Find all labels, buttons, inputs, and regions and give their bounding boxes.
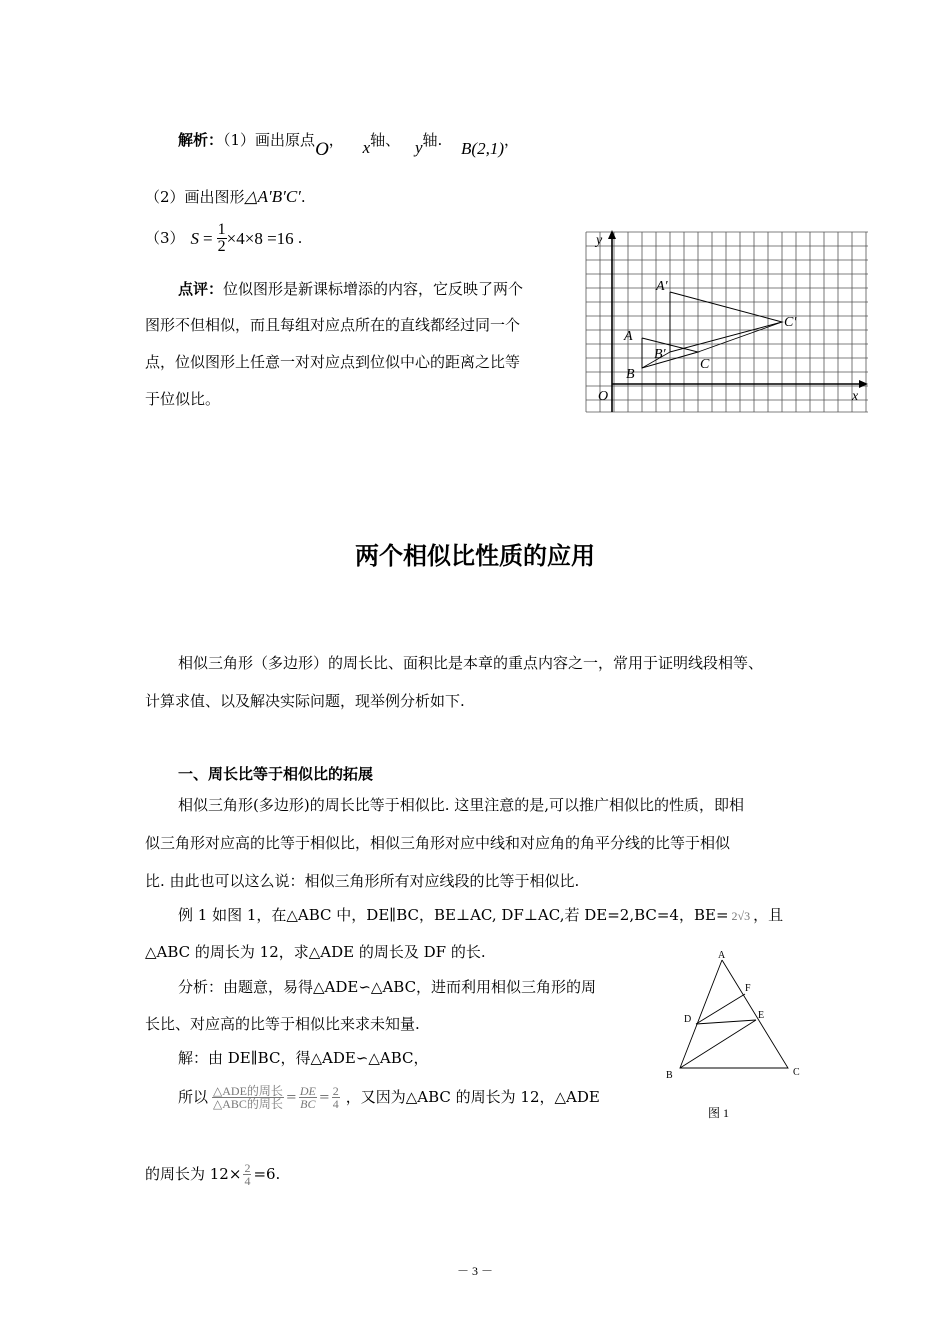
x-label: x	[852, 389, 859, 404]
period: .	[297, 229, 303, 247]
intro-line-1: 相似三角形（多边形）的周长比、面积比是本章的重点内容之一，常用于证明线段相等、	[178, 654, 764, 672]
step1-prefix: （1）画出原点	[223, 131, 316, 149]
comment-line-4: 于位似比。	[145, 390, 221, 408]
y-axis-text: 轴.	[422, 131, 443, 149]
label-b: B	[626, 367, 635, 382]
comma: ，	[328, 131, 344, 149]
two-fourths-fraction	[243, 1162, 251, 1187]
label-b-prime: B′	[654, 347, 666, 362]
comment-line-1	[178, 282, 523, 297]
area-expression: ×4×8 =16	[226, 229, 294, 248]
solution-text: 的周长为 12×	[145, 1165, 242, 1183]
label-a: A	[624, 329, 633, 344]
fraction-numerator: DE	[299, 1084, 316, 1098]
example1-text: 例 1 如图 1，在△ABC 中，DE∥BC，BE⊥AC, DF⊥AC,若 DE=2,BC=4，BE=	[178, 906, 729, 924]
label-c: C	[700, 357, 710, 372]
perimeter-ratio-fraction	[212, 1085, 284, 1110]
origin-symbol: O	[315, 139, 329, 160]
triangle-prime: △A′B′C′	[244, 187, 301, 206]
solution-tail: ，又因为△ABC 的周长为 12，△ADE	[345, 1088, 600, 1106]
analysis-line-3	[145, 222, 302, 255]
equals: =	[318, 1090, 330, 1105]
intro-line-2: 计算求值、以及解决实际问题，现举例分析如下.	[145, 692, 465, 710]
analysis-line-1	[178, 130, 520, 160]
label-b: B	[666, 1070, 673, 1078]
solution-result: =6.	[253, 1165, 281, 1183]
area-symbol: S	[190, 229, 200, 248]
point-b: B(2,1)	[461, 139, 505, 158]
fraction-numerator: 1	[217, 221, 226, 238]
coordinate-grid-figure	[584, 228, 870, 414]
period: .	[300, 188, 306, 206]
segment-de	[696, 1020, 756, 1024]
triangle-figure-1	[660, 948, 810, 1078]
section-title: 两个相似比性质的应用	[355, 542, 595, 570]
de-bc-fraction	[299, 1085, 317, 1110]
heading-perimeter-ratio: 一、周长比等于相似比的拓展	[178, 765, 374, 783]
example1-text-end: ，且	[753, 906, 784, 924]
label-d: D	[684, 1014, 692, 1025]
y-label: y	[596, 233, 603, 248]
two-fourths-fraction	[332, 1085, 340, 1110]
x-axis-arrow-icon	[859, 380, 868, 388]
segment-be	[680, 1020, 756, 1068]
origin-label: O	[598, 389, 609, 404]
label-c: C	[793, 1067, 800, 1078]
be-value: 2√3	[731, 909, 751, 923]
analysis-label: 解析：	[178, 131, 224, 149]
fraction-denominator: △ABC的周长	[213, 1097, 283, 1111]
comment-line-2: 图形不但相似，而且每组对应点所在的直线都经过同一个	[145, 316, 521, 334]
step3-prefix: （3）	[145, 229, 185, 247]
solution-line-3	[145, 1162, 280, 1187]
fraction-numerator: 2	[244, 1161, 251, 1175]
fraction-denominator: 2	[217, 238, 226, 255]
fraction-denominator: 4	[244, 1174, 251, 1188]
solution-line-1: 解：由 DE∥BC，得△ADE∽△ABC，	[178, 1049, 429, 1067]
fraction-denominator: BC	[300, 1097, 316, 1111]
so-text: 所以	[178, 1088, 209, 1106]
fraction-denominator: 4	[332, 1097, 339, 1111]
fraction-numerator: 2	[332, 1084, 339, 1098]
analysis2-line-2: 长比、对应高的比等于相似比来求未知量.	[145, 1015, 420, 1033]
equals: =	[203, 229, 213, 248]
para1-line-2: 似三角形对应高的比等于相似比，相似三角形对应中线和对应角的角平分线的比等于相似	[145, 834, 731, 852]
para1-line-3: 比. 由此也可以这么说：相似三角形所有对应线段的比等于相似比.	[145, 872, 580, 890]
label-f: F	[745, 983, 751, 994]
comma: ，	[504, 131, 520, 149]
example1-line-2: △ABC 的周长为 12，求△ADE 的周长及 DF 的长.	[145, 943, 486, 961]
figure-caption: 图 1	[708, 1106, 730, 1120]
x-symbol: x	[362, 138, 371, 157]
label-a: A	[718, 950, 726, 961]
analysis2-line-1: 分析：由题意，易得△ADE∽△ABC，进而利用相似三角形的周	[178, 978, 597, 996]
triangle-abc	[680, 960, 788, 1068]
label-e: E	[758, 1010, 765, 1021]
label-c-prime: C′	[784, 315, 797, 330]
analysis-line-2	[145, 188, 306, 205]
comment-text: 位似图形是新课标增添的内容，它反映了两个	[223, 280, 524, 298]
x-axis-text: 轴、	[370, 131, 401, 149]
example1-line-1	[178, 908, 783, 923]
y-symbol: y	[414, 138, 423, 157]
solution-line-2	[178, 1085, 600, 1110]
step2-prefix: （2）画出图形	[145, 188, 245, 206]
equals: =	[285, 1090, 297, 1105]
page-number: － 3 －	[456, 1264, 493, 1278]
half-fraction	[217, 222, 227, 255]
y-axis-arrow-icon	[608, 230, 616, 239]
para1-line-1: 相似三角形(多边形)的周长比等于相似比. 这里注意的是,可以推广相似比的性质，即相	[178, 796, 745, 814]
comment-label: 点评：	[178, 280, 224, 298]
label-a-prime: A′	[656, 279, 668, 294]
fraction-numerator: △ADE的周长	[213, 1084, 283, 1098]
comment-line-3: 点，位似图形上任意一对对应点到位似中心的距离之比等	[145, 353, 521, 371]
